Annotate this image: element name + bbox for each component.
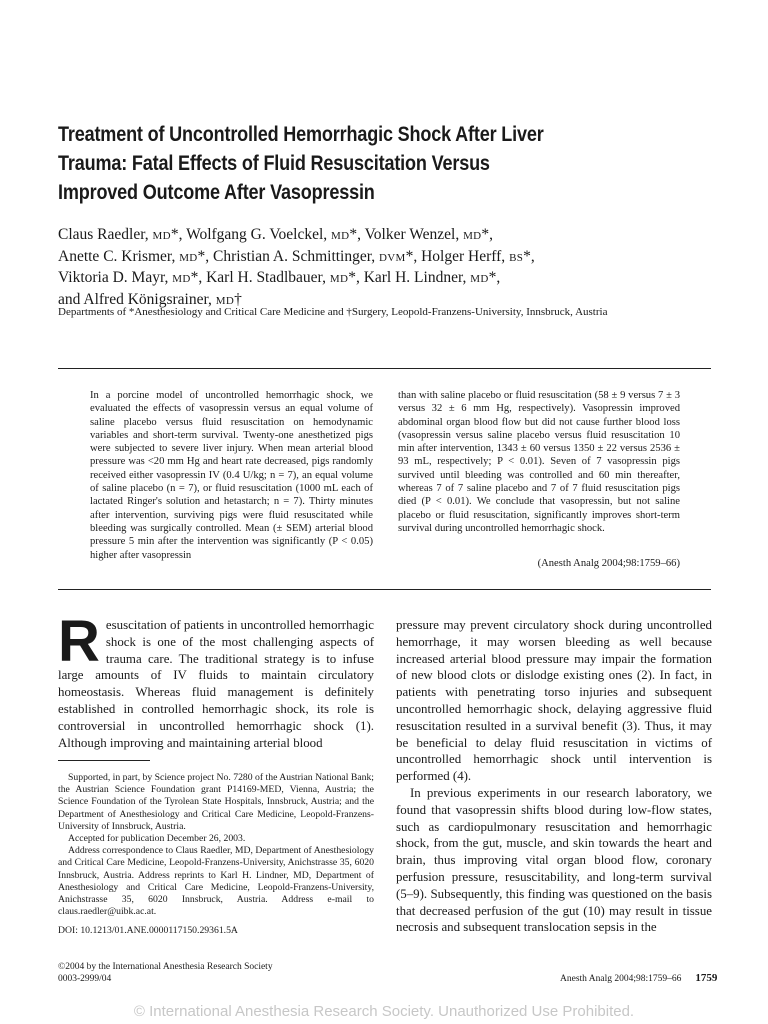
running-footer (560, 972, 718, 984)
author-list (58, 225, 718, 311)
author-line (58, 225, 718, 247)
footnote-doi: DOI: 10.1213/01.ANE.0000117150.29361.5A (58, 925, 238, 937)
author-line (58, 268, 718, 290)
footnote-support: Supported, in part, by Science project No. 7280 of the Austrian National Bank; the Austrian Science Foundation grant P14169-MED, Vienna, Austria; the Science Foundation of the Tyrolean State Hospitals, Innsbruck, Austria; and the Department of Anesthesiology and Critical Care Medicine, Leopold-Franzens-University of Innsbruck, Austria. (58, 772, 374, 832)
author-line (58, 247, 718, 269)
author-credential: MD (215, 294, 235, 307)
author-name: *, Christian A. Schmittinger, (197, 247, 380, 265)
footnotes (58, 772, 374, 938)
issn-line: 0003-2999/04 (58, 973, 112, 984)
author-name: † (234, 290, 242, 308)
author-name: *, (523, 247, 535, 265)
author-name: and Alfred Königsrainer, (58, 290, 216, 308)
author-credential: DVM (379, 251, 406, 264)
author-name: Anette C. Krismer, (58, 247, 180, 265)
title-line: Treatment of Uncontrolled Hemorrhagic Shock After Liver (58, 123, 544, 146)
author-name: Claus Raedler, (58, 226, 153, 243)
abstract-top-rule (58, 368, 711, 369)
copyright-notice (58, 962, 358, 985)
page-number: 1759 (695, 972, 718, 984)
author-credential: MD (329, 273, 349, 285)
abstract-bottom-rule (58, 589, 711, 590)
drop-cap: R (58, 609, 100, 674)
abstract-citation: (Anesth Analg 2004;98:1759–66) (537, 558, 680, 569)
author-credential: BS (509, 251, 524, 264)
abstract-right-column: than with saline placebo or fluid resuscitation (58 ± 9 versus 7 ± 3 versus 32 ± 6 mm Hg, respectively). Vasopressin improved abdominal organ blood flow but did not cause further blood loss (vasopressin versus saline placebo versus fluid resuscitation 10 min after intervention, 1343 ± 60 versus 1350 ± 22 versus 2536 ± 93 mL, respectively; P < 0.01). Seven of 7 vasopressin pigs survived until bleeding was controlled and 60 min thereafter, whereas 7 of 7 saline placebo and 7 of 7 fluid resuscitation pigs died (P < 0.01). We conclude that vasopressin, but not saline placebo or fluid resuscitation, significantly improves short-term survival during uncontrolled hemorrhagic shock. (398, 390, 680, 534)
author-credential: MD (152, 230, 171, 242)
author-name: *, Karl H. Stadlbauer, (190, 269, 330, 286)
author-name: *, Karl H. Lindner, (348, 269, 471, 286)
author-credential: MD (179, 251, 198, 264)
author-credential: MD (172, 273, 191, 285)
author-name: *, (481, 226, 494, 243)
author-name: Viktoria D. Mayr, (58, 269, 173, 286)
journal-citation: Anesth Analg 2004;98:1759–66 (560, 974, 682, 984)
abstract-left-column: In a porcine model of uncontrolled hemorrhagic shock, we evaluated the effects of vasopressin versus an equal volume of saline placebo versus fluid resuscitation on hemodynamic variables and short-term survival. Twenty-one anesthetized pigs were subjected to severe liver injury. When mean arterial blood pressure was <20 mm Hg and heart rate decreased, pigs randomly received either vasopressin IV (0.4 U/kg; n = 7), an equal volume of saline placebo (n = 7), or fluid resuscitation (1000 mL each of lactated Ringer's solution and hetastarch; n = 7). Thirty minutes after intervention, surviving pigs were fluid resuscitated while bleeding was surgically controlled. Mean (± SEM) arterial blood pressure 5 min after the intervention was significantly (P < 0.05) higher after vasopressin (90, 390, 373, 561)
title-line: Improved Outcome After Vasopressin (58, 181, 375, 204)
watermark: © International Anesthesia Research Society. Unauthorized Use Prohibited. (133, 1003, 635, 1020)
body-paragraph: In previous experiments in our research laboratory, we found that vasopressin shifts blood during low-flow states, such as cardiopulmonary resuscitation and hemorrhagic shock, from the gut, muscle, and skin towards the heart and brain, thus improving vital organ blood flow, coronary perfusion pressure, resuscitability, and long-term survival (5–9). Subsequently, this finding was questioned on the basis that decreased perfusion of the gut (10) may result in tissue necrosis and subsequent translocation sepsis in the (396, 785, 712, 935)
footnote-rule (58, 760, 150, 761)
author-name: *, (488, 269, 501, 286)
author-name: *, Holger Herff, (405, 247, 510, 265)
author-name: *, Volker Wenzel, (349, 226, 464, 243)
author-credential: MD (331, 230, 350, 242)
affiliation: Departments of *Anesthesiology and Critical Care Medicine and †Surgery, Leopold-Franzens-University, Innsbruck, Austria (58, 306, 608, 318)
body-right-column (396, 617, 712, 936)
body-paragraph: pressure may prevent circulatory shock during uncontrolled hemorrhage, it may worsen bleeding as well because increased arterial blood pressure may impair the formation of new blood clots or dislodge existing ones (2). In fact, in patients with penetrating torso injuries and subsequent uncontrolled hemorrhagic shock, delaying aggressive fluid resuscitation resulted in a survival benefit (3). Thus, it may be beneficial to delay fluid resuscitation in victims of uncontrolled hemorrhagic shock until intervention is performed (4). (396, 618, 712, 784)
article-title (58, 120, 626, 207)
title-line: Trauma: Fatal Effects of Fluid Resuscitation Versus (58, 152, 490, 175)
author-credential: MD (463, 230, 482, 242)
footnote-accepted: Accepted for publication December 26, 2003. (68, 833, 246, 845)
author-credential: MD (470, 273, 489, 285)
body-left-column (58, 609, 375, 751)
footnote-correspondence: Address correspondence to Claus Raedler, MD, Department of Anesthesiology and Critical Care Medicine, Leopold-Franzens-University, Anichstrasse 35, 6020 Innsbruck, Austria. Address reprints to Karl H. Lindner, MD, Department of Anesthesiology and Critical Care Medicine, Leopold-Franzens-University, Anichstrasse 35, 6020 Innsbruck, Austria. Address e-mail to claus.raedler@uibk.ac.at. (58, 845, 374, 918)
copyright-line: ©2004 by the International Anesthesia Research Society (58, 962, 273, 972)
body-paragraph: esuscitation of patients in uncontrolled hemorrhagic shock is one of the most challenging aspects of trauma care. The traditional strategy is to infuse large amounts of IV fluids to maintain circulatory homeostasis. Whereas fluid management is definitely established in controlled hemorrhagic shock, its role is controversial in uncontrolled hemorrhagic shock (1). Although improving and maintaining arterial blood (58, 618, 375, 750)
author-name: *, Wolfgang G. Voelckel, (170, 226, 332, 243)
